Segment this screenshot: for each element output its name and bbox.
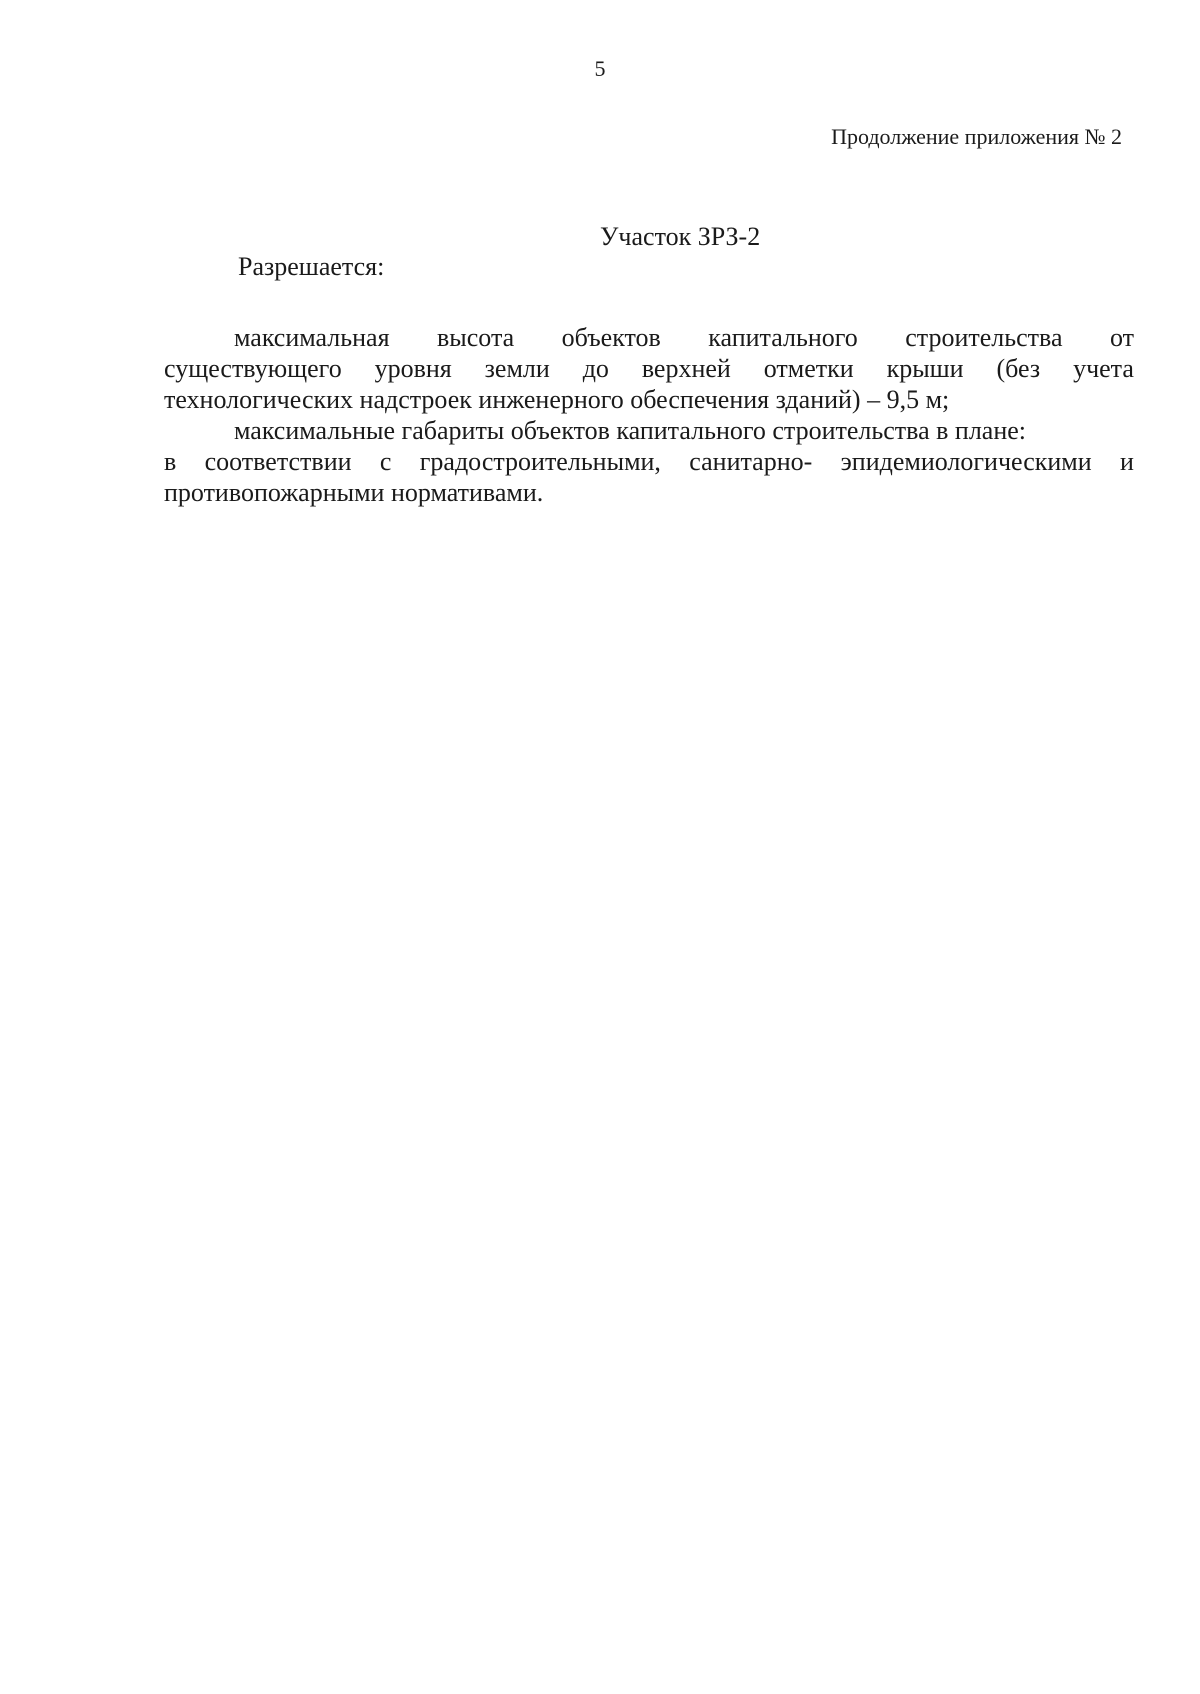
- word: уровня: [374, 354, 452, 383]
- paragraph-line: [164, 446, 1134, 477]
- word: санитарно-: [689, 447, 813, 476]
- paragraph-max-dimensions: [164, 415, 1134, 508]
- word: высота: [437, 323, 515, 352]
- paragraph-line: [164, 415, 1134, 446]
- word: эпидемиологическими: [840, 447, 1092, 476]
- word: максимальные габариты объектов капитального строительства в плане:: [234, 416, 1027, 445]
- word: соответствии: [204, 447, 352, 476]
- paragraph-line: [164, 322, 1134, 353]
- word: с: [379, 447, 392, 476]
- word: градостроительными,: [419, 447, 661, 476]
- word: до: [582, 354, 609, 383]
- paragraph-line: [164, 384, 1134, 415]
- paragraph-line: [164, 477, 1134, 508]
- word: максимальная: [234, 323, 390, 352]
- paragraph-line: [164, 353, 1134, 384]
- word: объектов: [561, 323, 661, 352]
- allowed-label: Разрешается:: [238, 252, 385, 281]
- page-number: 5: [594, 56, 606, 81]
- word: и: [1120, 447, 1134, 476]
- word: верхней: [641, 354, 731, 383]
- word: от: [1109, 323, 1134, 352]
- section-title: Участок ЗРЗ-2: [600, 222, 761, 251]
- word: существующего: [164, 354, 342, 383]
- word: технологических надстроек инженерного обеспечения зданий) – 9,5 м;: [164, 385, 950, 414]
- word: противопожарными нормативами.: [164, 478, 544, 507]
- word: крыши: [886, 354, 964, 383]
- paragraph-max-height: [164, 322, 1134, 415]
- body-text: [164, 322, 1134, 508]
- word: строительства: [905, 323, 1063, 352]
- word: земли: [484, 354, 550, 383]
- word: отметки: [763, 354, 854, 383]
- appendix-continuation-note: Продолжение приложения № 2: [831, 124, 1122, 149]
- word: в: [164, 447, 177, 476]
- word: учета: [1073, 354, 1134, 383]
- word: (без: [996, 354, 1041, 383]
- word: капитального: [708, 323, 858, 352]
